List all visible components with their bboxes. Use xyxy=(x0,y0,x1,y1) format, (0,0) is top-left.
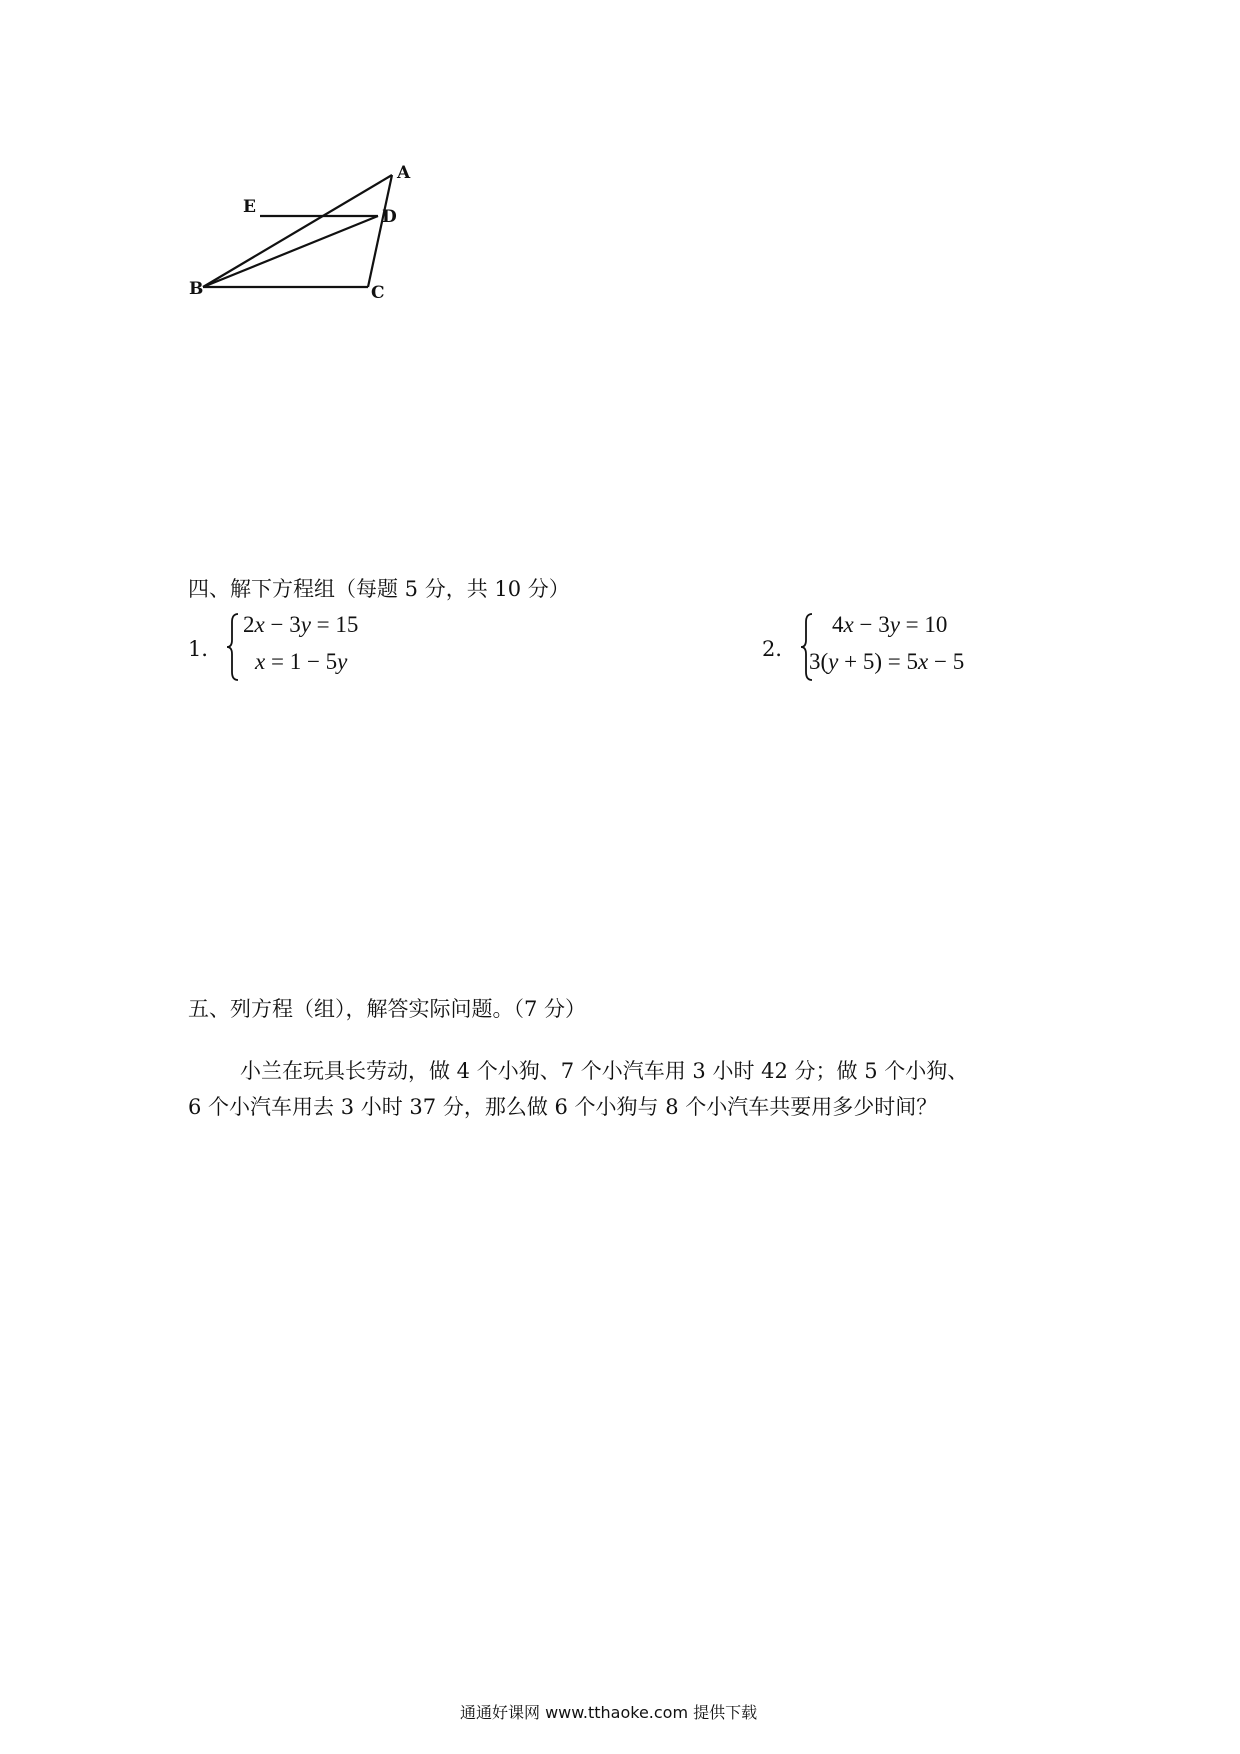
equation-1b: x = 1 − 5y xyxy=(255,649,348,674)
equation-system-2 xyxy=(762,612,1062,682)
segment-bd xyxy=(203,216,378,287)
word-problem-line-2: 6 个小汽车用去 3 小时 37 分，那么做 6 个小狗与 8 个小汽车共要用多少时间？ xyxy=(188,1095,938,1119)
equation-system-1 xyxy=(188,612,488,682)
triangle-figure xyxy=(189,160,435,310)
problem-number-1: 1． xyxy=(188,637,223,661)
word-problem-line-1: 小兰在玩具长劳动，做 4 个小狗、7 个小汽车用 3 小时 42 分；做 5 个小狗、 xyxy=(240,1059,969,1083)
section-5-title: 五、列方程（组），解答实际问题。（7 分） xyxy=(188,997,587,1021)
left-brace-icon xyxy=(226,612,242,682)
point-label-a: A xyxy=(397,163,411,183)
point-label-e: E xyxy=(243,197,256,217)
footer-credit: 通通好课网 www.tthaoke.com 提供下载 xyxy=(460,1703,758,1722)
equation-1a: 2x − 3y = 15 xyxy=(243,612,359,637)
point-label-c: C xyxy=(371,283,385,303)
equation-2b: 3(y + 5) = 5x − 5 xyxy=(809,649,965,674)
point-label-b: B xyxy=(189,279,204,299)
point-label-d: D xyxy=(382,207,397,227)
section-4-title: 四、解下方程组（每题 5 分，共 10 分） xyxy=(188,577,570,601)
equation-2a: 4x − 3y = 10 xyxy=(832,612,948,637)
problem-number-2: 2． xyxy=(762,637,797,661)
segment-ab xyxy=(203,175,392,287)
segment-ac xyxy=(368,175,392,287)
